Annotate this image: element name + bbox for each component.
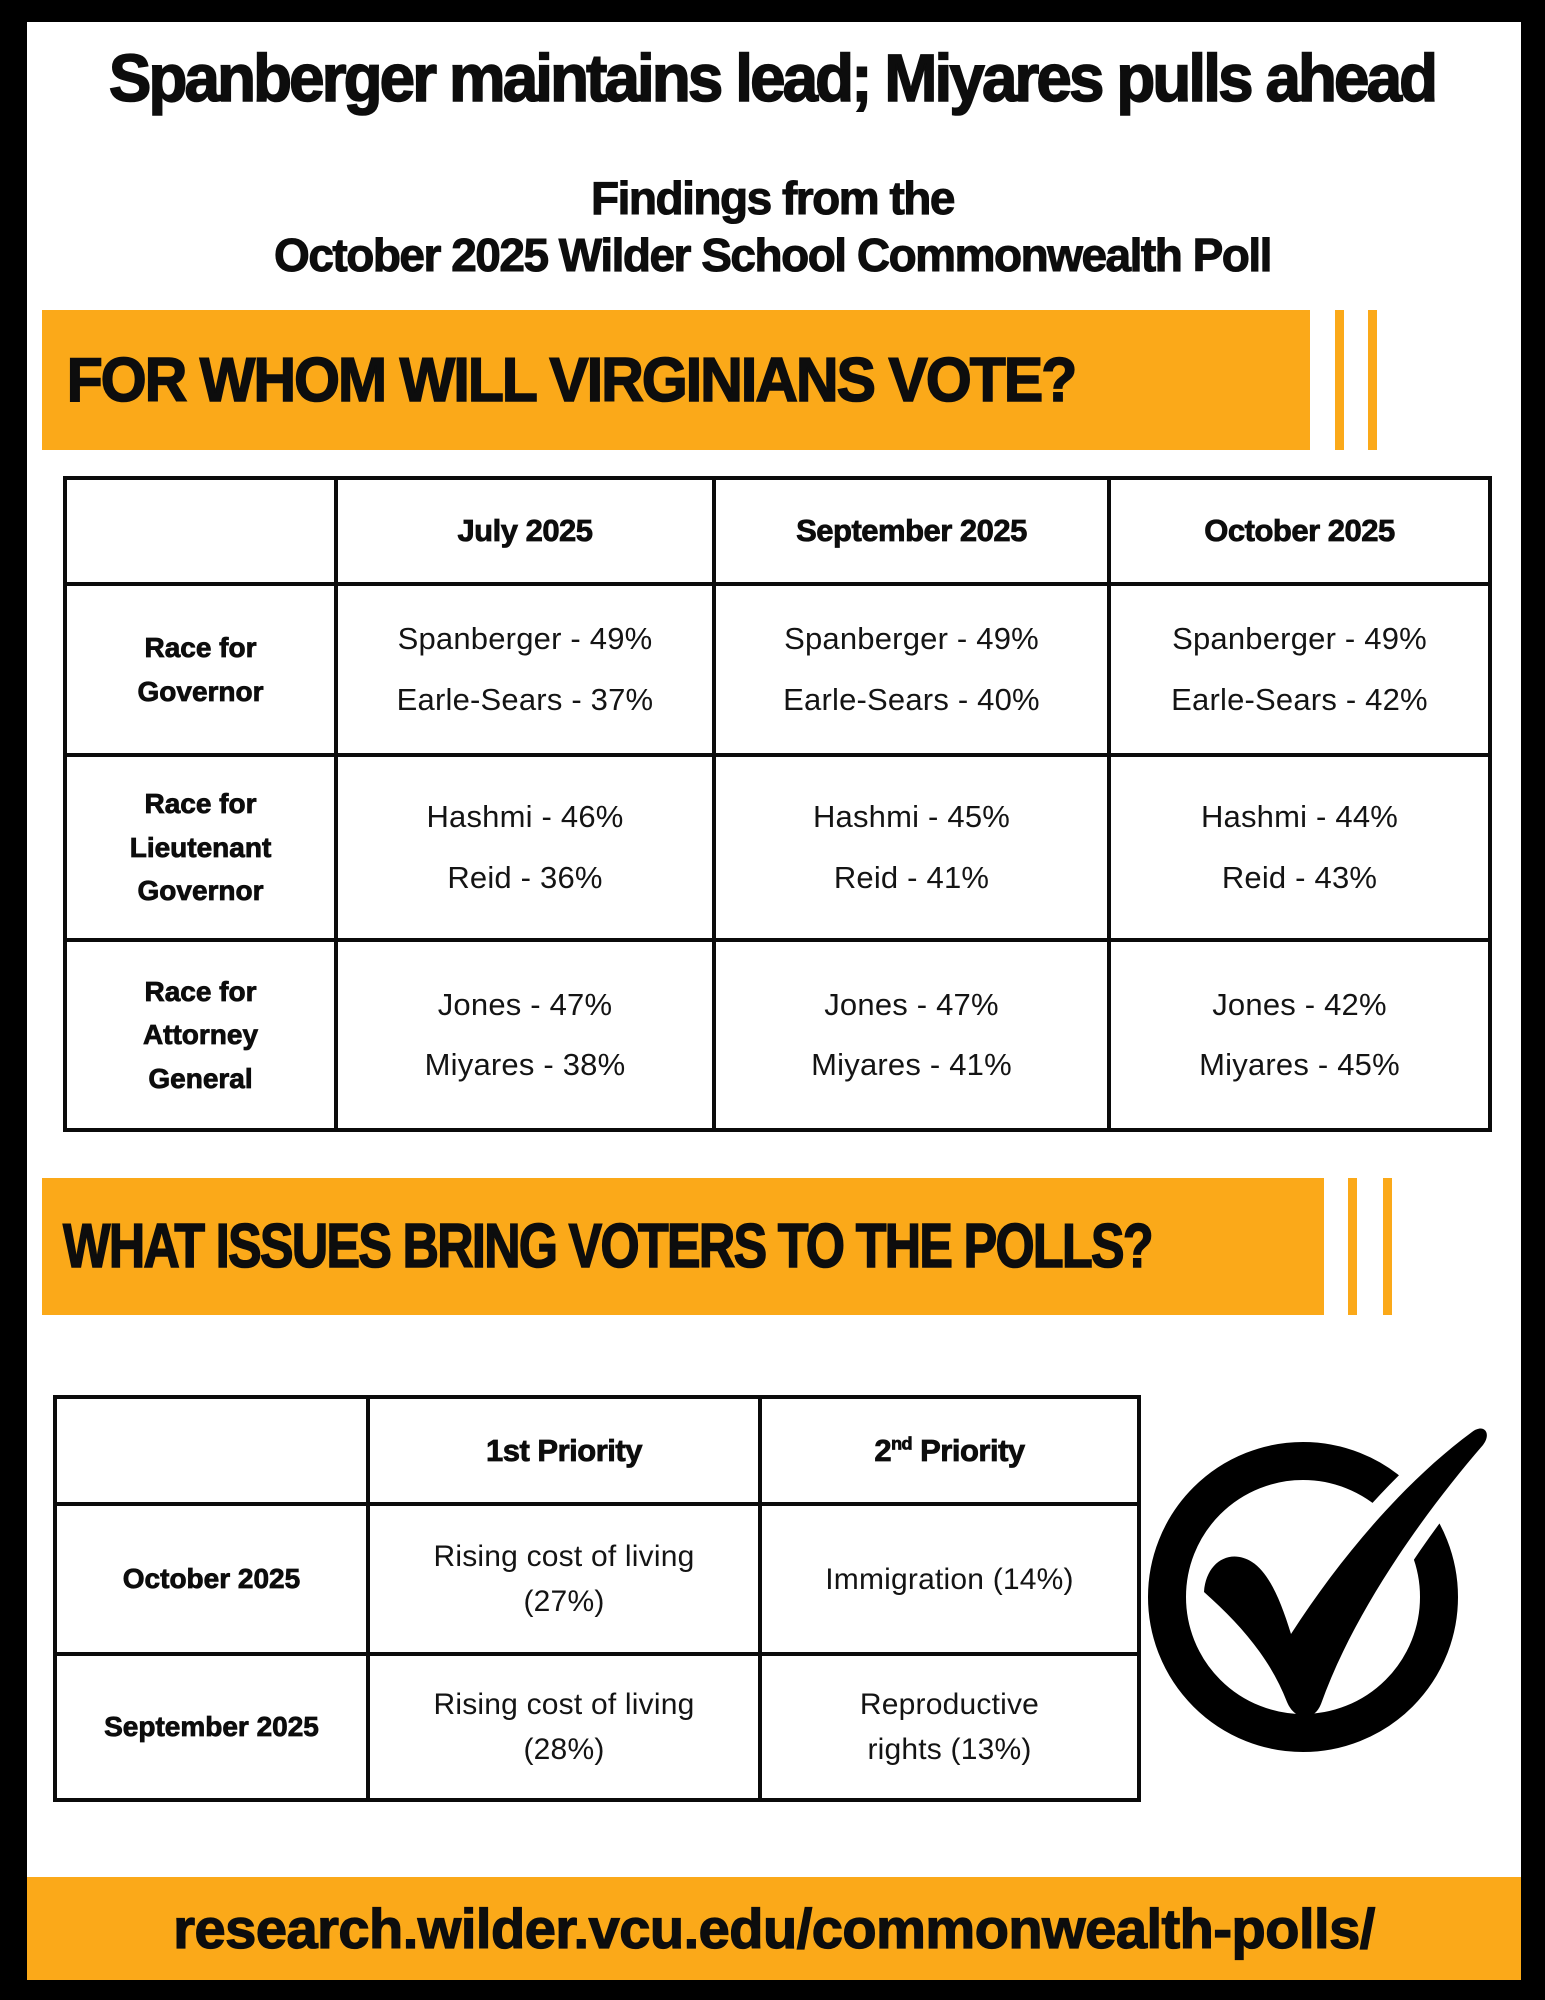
issues-banner-accent-bar-1 [1348,1178,1357,1315]
vote-banner-accent-bar-1 [1335,310,1344,450]
cell-attorney-general-october: Jones - 42% Miyares - 45% [1109,940,1490,1130]
issues-row-september [55,1654,1139,1800]
cell-governor-september: Spanberger - 49% Earle-Sears - 40% [714,584,1109,755]
cell-october-1st-priority: Rising cost of living (27%) [368,1504,760,1654]
cell-attorney-general-september: Jones - 47% Miyares - 41% [714,940,1109,1130]
column-header-2nd-priority: 2nd Priority [760,1397,1139,1504]
footer-url: research.wilder.vcu.edu/commonwealth-polls/ [173,1897,1375,1960]
cell-governor-july: Spanberger - 49% Earle-Sears - 37% [336,584,714,755]
cell-governor-october: Spanberger - 49% Earle-Sears - 42% [1109,584,1490,755]
poll-results-table [63,476,1492,1132]
check-circle-icon [1140,1412,1500,1772]
cell-september-1st-priority: Rising cost of living (28%) [368,1654,760,1800]
page-subtitle [0,170,1545,284]
cell-attorney-general-july: Jones - 47% Miyares - 38% [336,940,714,1130]
row-label-lt-governor: Race for Lieutenant Governor [65,755,336,940]
column-header-october: October 2025 [1109,478,1490,584]
cell-september-2nd-priority: Reproductive rights (13%) [760,1654,1139,1800]
issues-header-row [55,1397,1139,1504]
subtitle-line-1: Findings from the [591,172,954,224]
subtitle-line-2: October 2025 Wilder School Commonwealth Poll [274,229,1271,282]
issues-section-heading: WHAT ISSUES BRING VOTERS TO THE POLLS? [63,1212,1152,1281]
issues-section-banner [42,1178,1324,1315]
row-label-october-2025: October 2025 [55,1504,368,1654]
column-header-september: September 2025 [714,478,1109,584]
cell-october-2nd-priority: Immigration (14%) [760,1504,1139,1654]
table-row-attorney-general [65,940,1490,1130]
cell-lt-governor-october: Hashmi - 44% Reid - 43% [1109,755,1490,940]
table-header-row [65,478,1490,584]
page-title [0,41,1545,116]
issues-banner-accent-bar-2 [1383,1178,1392,1315]
vote-section-banner [42,310,1310,450]
cell-lt-governor-july: Hashmi - 46% Reid - 36% [336,755,714,940]
issues-row-october [55,1504,1139,1654]
page-title-text: Spanberger maintains lead; Miyares pulls ahead [109,41,1436,116]
row-label-governor: Race for Governor [65,584,336,755]
table-row-lt-governor [65,755,1490,940]
corner-cell [65,478,336,584]
issues-table [53,1395,1141,1802]
column-header-1st-priority: 1st Priority [368,1397,760,1504]
issues-corner-cell [55,1397,368,1504]
table-row-governor [65,584,1490,755]
footer-bar [27,1877,1521,1980]
row-label-attorney-general: Race for Attorney General [65,940,336,1130]
vote-banner-accent-bar-2 [1368,310,1377,450]
vote-section-heading: FOR WHOM WILL VIRGINIANS VOTE? [66,345,1076,415]
row-label-september-2025: September 2025 [55,1654,368,1800]
cell-lt-governor-september: Hashmi - 45% Reid - 41% [714,755,1109,940]
column-header-july: July 2025 [336,478,714,584]
